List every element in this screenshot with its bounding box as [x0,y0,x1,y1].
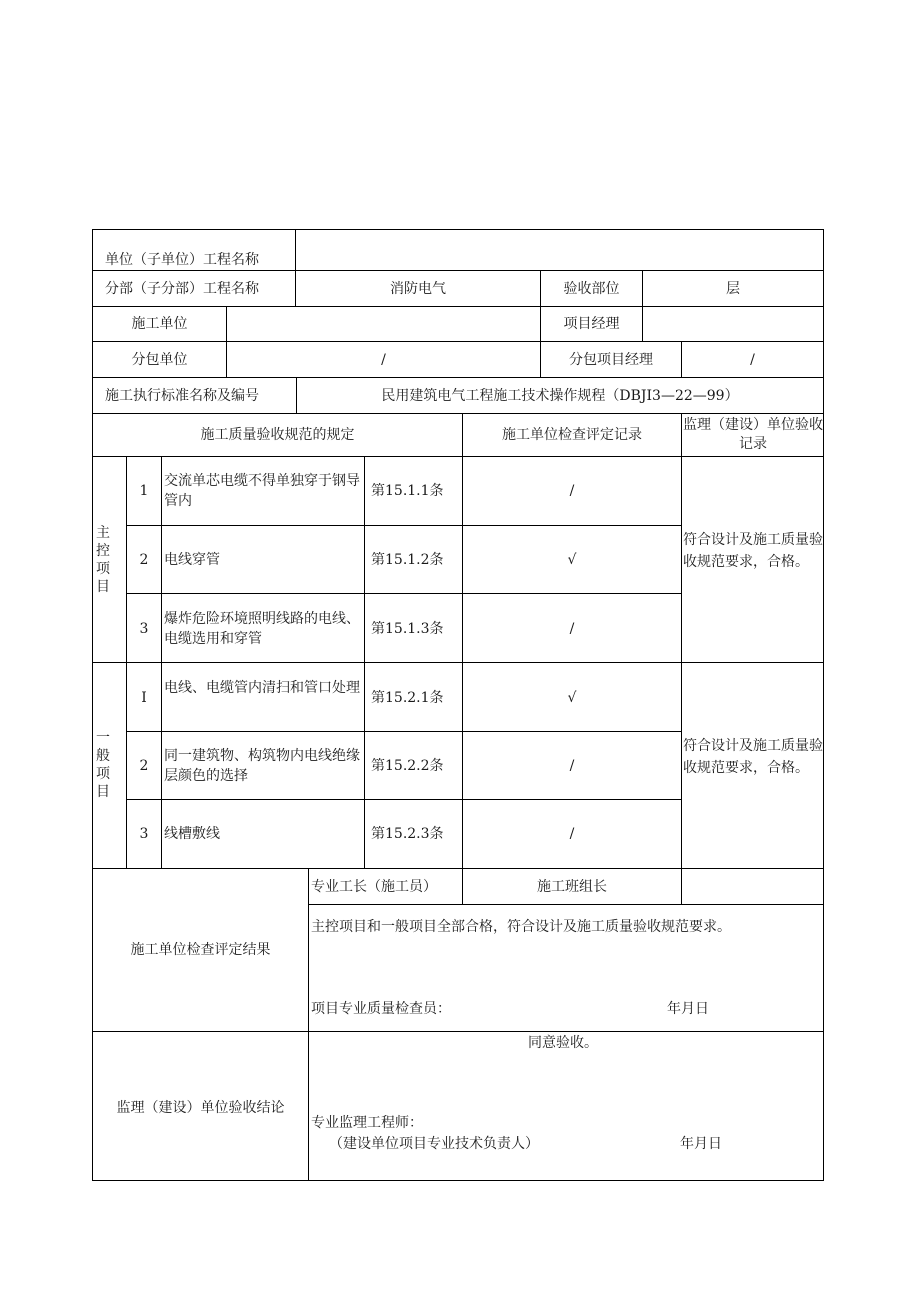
main-item-record: √ [567,552,577,568]
foreman-label: 专业工长（施工员） [311,879,437,895]
row-divider [126,731,681,732]
general-item-clause: 第15.2.1条 [371,690,444,706]
border-left [92,229,93,1181]
contractor-statement: 主控项目和一般项目全部合格，符合设计及施工质量验收规范要求。 [311,919,731,935]
general-item-no: I [141,690,147,706]
row-divider [92,413,824,414]
main-item-no: 1 [139,483,149,499]
subcontractor-value: / [381,352,386,368]
border-top [92,229,824,230]
main-item-record: / [569,621,575,637]
row-divider [92,456,824,457]
main-item-clause: 第15.1.2条 [371,552,444,568]
supervision-date-label: 年月日 [680,1136,722,1152]
general-item-record: √ [567,690,577,706]
main-items-group-label: 主控项目 [96,525,110,595]
general-item-no: 2 [139,758,149,774]
division-value: 消防电气 [390,281,446,297]
main-item-no: 2 [139,552,149,568]
main-item-clause: 第15.1.1条 [371,483,444,499]
general-item-record: / [569,758,575,774]
contractor-date-label: 年月日 [667,1001,709,1017]
col-divider [642,306,643,341]
owner-representative-label: （建设单位项目专业技术负责人） [329,1136,539,1152]
row-divider [126,525,681,526]
main-item-no: 3 [139,621,149,637]
row-divider [92,1031,824,1032]
general-item-desc: 线槽敷线 [164,826,220,842]
border-right [823,229,824,1181]
border-bottom [92,1180,824,1181]
main-item-desc: 爆炸危险环境照明线路的电线、电缆选用和穿管 [164,611,360,647]
general-item-desc: 同一建筑物、构筑物内电线绝缘层颜色的选择 [164,748,360,784]
main-items-conclusion: 符合设计及施工质量验收规范要求，合格。 [683,532,823,570]
general-item-no: 3 [139,826,149,842]
quality-inspector-label: 项目专业质量检查员： [311,1001,451,1017]
col-divider [308,868,309,1181]
row-divider [92,377,824,378]
subcontractor-label: 分包单位 [131,352,188,368]
general-item-clause: 第15.2.2条 [371,758,444,774]
division-label: 分部（子分部）工程名称 [105,281,259,297]
project-name-label: 单位（子单位）工程名称 [105,252,259,268]
standard-label: 施工执行标准名称及编号 [105,388,259,404]
supervision-statement: 同意验收。 [528,1035,598,1051]
row-divider [92,662,824,663]
general-item-clause: 第15.2.3条 [371,826,444,842]
row-divider [126,593,681,594]
general-items-group-label: 一般项目 [96,730,110,800]
project-manager-label: 项目经理 [563,316,620,332]
col-divider [126,456,127,868]
supervising-engineer-label: 专业监理工程师： [311,1115,423,1131]
spec-column-header: 施工质量验收规范的规定 [200,427,355,443]
row-divider [308,904,824,905]
col-divider [161,456,162,868]
row-divider [92,868,824,869]
main-item-desc: 电线穿管 [164,552,220,568]
contractor-label: 施工单位 [131,316,188,332]
col-divider [364,456,365,868]
standard-value: 民用建筑电气工程施工技术操作规程（DBJI3—22—99） [381,388,739,404]
row-divider [126,799,681,800]
row-divider [92,341,824,342]
col-divider [681,413,682,905]
row-divider [92,306,824,307]
main-item-clause: 第15.1.3条 [371,621,444,637]
acceptance-part-value: 层 [726,281,740,297]
general-item-desc: 电线、电缆管内清扫和管口处理 [164,680,360,696]
general-items-conclusion: 符合设计及施工质量验收规范要求，合格。 [683,738,823,776]
general-item-record: / [569,826,575,842]
row-divider [92,270,824,271]
supervision-result-label: 监理（建设）单位验收结论 [116,1100,285,1116]
sub-pm-label: 分包项目经理 [569,352,653,368]
check-record-column-header: 施工单位检查评定记录 [502,427,642,443]
supervision-record-column-header: 监理（建设）单位验收记录 [683,417,823,452]
main-item-desc: 交流单芯电缆不得单独穿于钢导管内 [164,473,360,509]
team-leader-label: 施工班组长 [537,879,607,895]
sub-pm-value: / [750,352,755,368]
contractor-result-label: 施工单位检查评定结果 [130,942,271,958]
acceptance-part-label: 验收部位 [563,281,620,297]
main-item-record: / [569,483,575,499]
